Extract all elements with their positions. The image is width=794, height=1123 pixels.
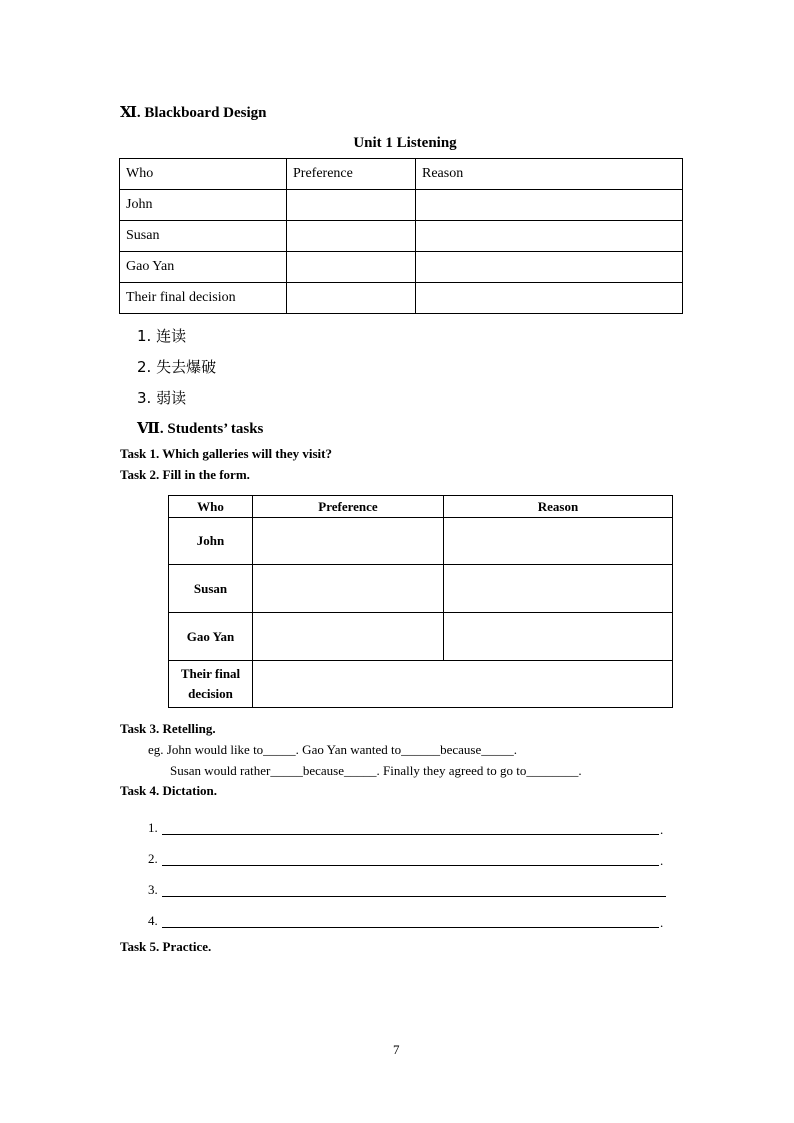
header-cell-preference: Preference	[287, 159, 416, 190]
row-label: Susan	[120, 221, 287, 252]
page-number: 7	[393, 1042, 400, 1057]
empty-cell	[416, 252, 683, 283]
empty-cell	[253, 565, 444, 613]
task3-example-line: Susan would rather_____because_____. Finally they agreed to go to________.	[170, 763, 582, 778]
dictation-number: 3.	[148, 882, 158, 897]
row-label: Gao Yan	[120, 252, 287, 283]
row-label-final-decision	[169, 661, 253, 708]
period-mark: .	[660, 915, 664, 930]
fill-in-form-table	[168, 495, 673, 708]
list-item: 3. 弱读	[137, 389, 187, 407]
empty-cell	[287, 252, 416, 283]
table-row	[120, 252, 683, 283]
section-vii-heading: Ⅶ. Students’ tasks	[137, 421, 264, 437]
answer-line[interactable]	[162, 896, 666, 897]
task2-text: Task 2. Fill in the form.	[120, 467, 250, 482]
table-row	[169, 565, 673, 613]
row-label: Gao Yan	[169, 613, 253, 661]
unit-title: Unit 1 Listening	[353, 135, 457, 151]
empty-cell	[287, 283, 416, 314]
empty-cell	[444, 565, 673, 613]
dictation-number: 1.	[148, 820, 158, 835]
task4-title: Task 4. Dictation.	[120, 783, 218, 798]
empty-cell	[287, 221, 416, 252]
list-item: 2. 失去爆破	[137, 358, 217, 376]
task5-title: Task 5. Practice.	[120, 939, 212, 954]
header-cell-reason: Reason	[416, 159, 683, 190]
table-row	[169, 518, 673, 565]
table-header-row	[120, 159, 683, 190]
empty-cell	[253, 613, 444, 661]
header-cell-who: Who	[169, 496, 253, 518]
task3-title: Task 3. Retelling.	[120, 721, 216, 736]
row-label: John	[169, 518, 253, 565]
period-mark: .	[660, 822, 664, 837]
dictation-number: 2.	[148, 851, 158, 866]
empty-cell	[444, 613, 673, 661]
empty-cell	[444, 518, 673, 565]
row-label-line: Their final	[180, 666, 241, 681]
section-xi-heading: Ⅺ. Blackboard Design	[120, 105, 267, 121]
table-row	[120, 221, 683, 252]
empty-cell	[253, 518, 444, 565]
empty-cell	[287, 190, 416, 221]
table-row	[169, 661, 673, 708]
row-label-line: decision	[188, 686, 233, 701]
header-cell-who: Who	[120, 159, 287, 190]
period-mark: .	[660, 853, 664, 868]
table-row	[120, 283, 683, 314]
task3-example-line: eg. John would like to_____. Gao Yan wanted to______because_____.	[148, 742, 518, 757]
table-header-row	[169, 496, 673, 518]
row-label: John	[120, 190, 287, 221]
row-label: Susan	[169, 565, 253, 613]
empty-cell	[416, 283, 683, 314]
table-row	[120, 190, 683, 221]
header-cell-preference: Preference	[253, 496, 444, 518]
empty-cell	[416, 190, 683, 221]
task1-text: Task 1. Which galleries will they visit?	[120, 446, 332, 461]
answer-line[interactable]	[162, 865, 659, 866]
empty-cell	[253, 661, 673, 708]
blackboard-table	[119, 158, 683, 314]
answer-line[interactable]	[162, 927, 659, 928]
answer-line[interactable]	[162, 834, 659, 835]
list-item: 1. 连读	[137, 327, 187, 345]
empty-cell	[416, 221, 683, 252]
row-label: Their final decision	[120, 283, 287, 314]
table-row	[169, 613, 673, 661]
header-cell-reason: Reason	[444, 496, 673, 518]
dictation-number: 4.	[148, 913, 158, 928]
